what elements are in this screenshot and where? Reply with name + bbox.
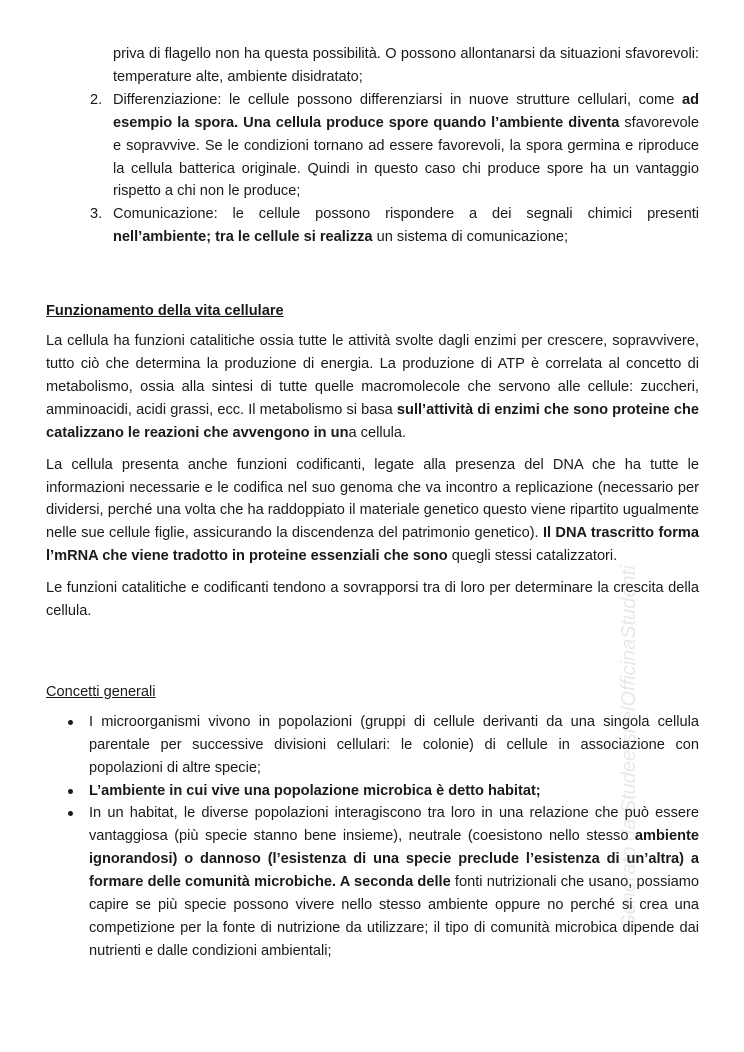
- paragraph-sovrapposizione: Le funzioni catalitiche e codificanti tendono a sovrapporsi tra di loro per determinare la crescita della cellula.: [46, 580, 699, 620]
- bullet-icon: [68, 811, 73, 816]
- bullet-icon: [68, 720, 73, 725]
- list-item-comunicazione: 3. Comunicazione: le cellule possono rispondere a dei segnali chimici presenti nell’ambiente; tra le cellule si realizza un sistema di comunicazione;: [46, 203, 699, 249]
- list-item-differenziazione: 2. Differenziazione: le cellule possono differenziarsi in nuove strutture cellulari, come ad esempio la spora. Una cellula produce spore quando l’ambiente diventa sfavorevole e sopravvive. Se le condizioni tornano ad essere favorevoli, la spora germina e riproduce la cellula batterica originale. Quindi in questo caso chi produce spore ha un vantaggio rispetto a chi non le produce;: [46, 89, 699, 204]
- section-heading-funzionamento: Funzionamento della vita cellulare: [46, 303, 284, 320]
- bullet-icon: [68, 789, 73, 794]
- watermark: Generato da StudeersnelOfficinaStudenti: [618, 565, 640, 930]
- list-number: 2.: [90, 91, 103, 108]
- intro-continuation: priva di flagello non ha questa possibilità. O possono allontanarsi da situazioni sfavorevoli: temperature alte, ambiente disidratato;: [113, 46, 699, 85]
- paragraph-codificanti: La cellula presenta anche funzioni codificanti, legate alla presenza del DNA che ha tutte le informazioni necessarie e le codifica nel suo genoma che va incontro a replicazione (necessario per dividersi, perché una volta che ha raddoppiato il materiale genetico questo viene ripartito ugualmente nelle sue cellule figlie, assicurando la discendenza del patrimonio genetico). Il DNA trascritto forma l’mRNA che viene tradotto in proteine essenziali che sono quegli stessi catalizzatori.: [46, 456, 699, 565]
- numbered-list: [46, 89, 699, 249]
- list-item-habitat: L’ambiente in cui vive una popolazione microbica è detto habitat;: [46, 780, 699, 803]
- list-item-interazioni: In un habitat, le diverse popolazioni interagiscono tra loro in una relazione che può essere vantaggiosa (più specie stanno bene insieme), neutrale (coesistono nello stesso ambiente ignorandosi) o dannoso (l’esistenza di una specie preclude l’esistenza di un’altra) a formare delle comunità microbiche. A seconda delle fonti nutrizionali che usano, possiamo capire se più specie possono vivere nello stesso ambiente oppure no perché si crea una competizione per la fonte di nutrizione da utilizzare; il tipo di comunità microbica dipende dai nutrienti e dalle condizioni ambientali;: [46, 802, 699, 962]
- section-heading-concetti: Concetti generali: [46, 683, 156, 700]
- bullet-list: [46, 711, 699, 963]
- list-number: 3.: [90, 206, 103, 223]
- paragraph-catalitiche: La cellula ha funzioni catalitiche ossia tutte le attività svolte dagli enzimi per crescere, sopravvivere, tutto ciò che determina la produzione di energia. La produzione di ATP è correlata al concetto di metabolismo, ossia alla sintesi di tutte quelle macromolecole che servono alle cellule: zuccheri, amminoacidi, acidi grassi, ecc. Il metabolismo si basa sull’attività di enzimi che sono proteine che catalizzano le reazioni che avvengono in una cellula.: [46, 333, 699, 441]
- list-item-popolazioni: I microorganismi vivono in popolazioni (gruppi di cellule derivanti da una singola cellula parentale per successive divisioni cellulari: le colonie) di cellule in associazione con popolazioni di altre specie;: [46, 711, 699, 780]
- document-page: [46, 43, 699, 963]
